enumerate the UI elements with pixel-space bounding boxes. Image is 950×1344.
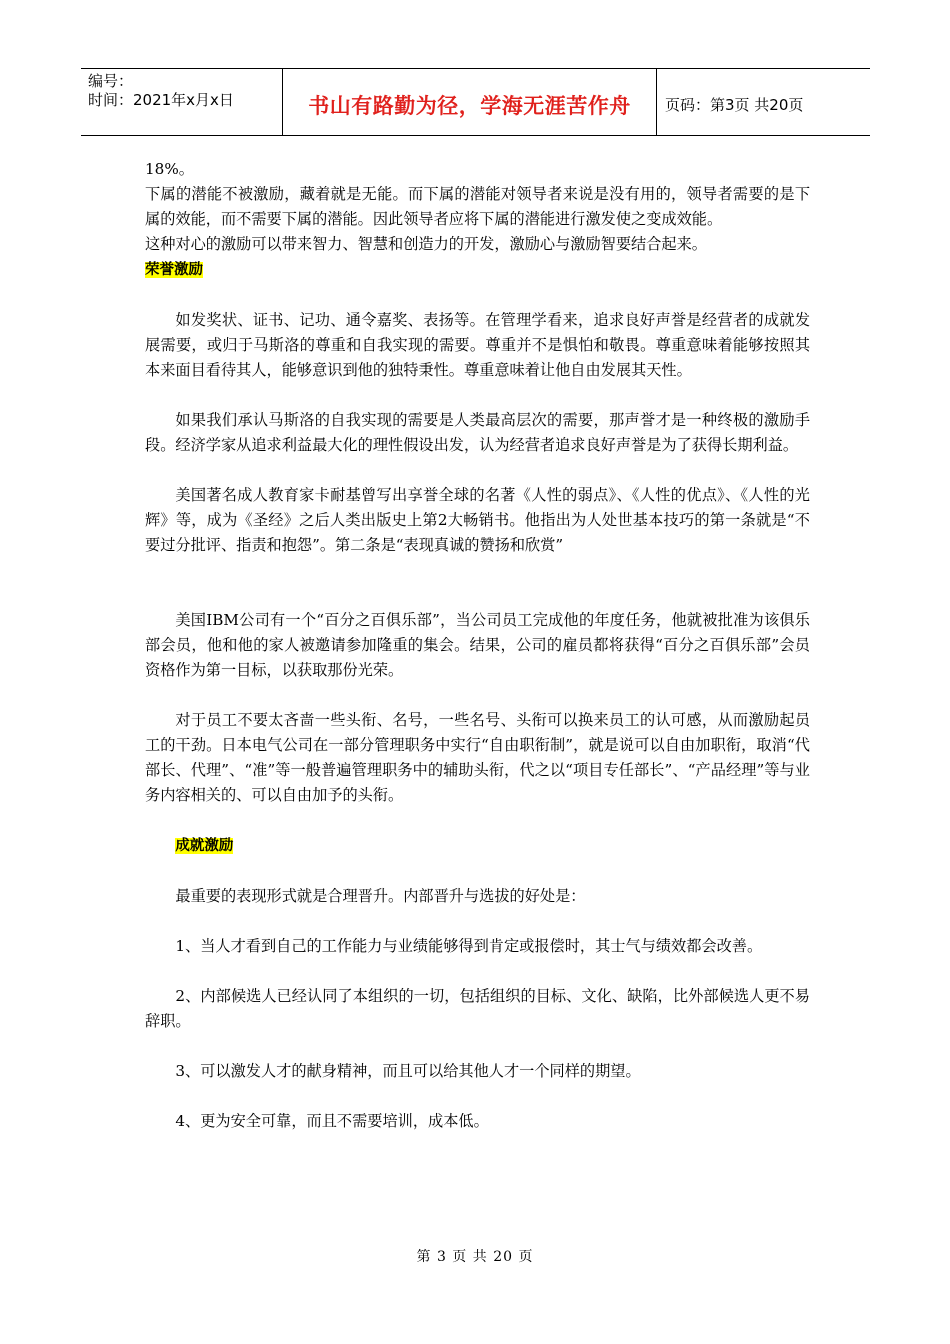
number-label: 编号： [88, 72, 134, 90]
list-item: 4、更为安全可靠，而且不需要培训，成本低。 [175, 1112, 489, 1130]
header-page-info: 页码：第3页 共20页 [665, 95, 804, 114]
page-footer: 第 3 页 共 20 页 [416, 1249, 534, 1265]
paragraph: 如发奖状、证书、记功、通令嘉奖、表扬等。在管理学看来，追求良好声誉是经营者的成就发展需要，或归于马斯洛的尊重和自我实现的需要。尊重并不是惧怕和敬畏。尊重意味着能够按照其本来面目看待其人，能够意识到他的独特秉性。尊重意味着让他自由发展其天性。 [145, 311, 810, 379]
document-body [145, 157, 810, 1134]
paragraph: 对于员工不要太吝啬一些头衔、名号，一些名号、头衔可以换来员工的认可感，从而激励起员工的干劲。日本电气公司在一部分管理职务中实行“自由职衔制”，就是说可以自由加职衔，取消“代部长、代理”、“准”等一般普遍管理职务中的辅助头衔，代之以“项目专任部长”、“产品经理”等与业务内容相关的、可以自由加予的头衔。 [145, 711, 810, 804]
paragraph: 如果我们承认马斯洛的自我实现的需要是人类最高层次的需要，那声誉才是一种终极的激励手段。经济学家从追求利益最大化的理性假设出发，认为经营者追求良好声誉是为了获得长期利益。 [145, 411, 810, 454]
section-heading-achievement [145, 833, 810, 859]
section-heading-honor [145, 257, 810, 283]
document-header [81, 68, 870, 136]
paragraph: 美国IBM公司有一个“百分之百俱乐部”，当公司员工完成他的年度任务，他就被批准为该俱乐部会员，他和他的家人被邀请参加隆重的集会。结果，公司的雇员都将获得“百分之百俱乐部”会员资格作为第一目标，以获取那份光荣。 [145, 611, 810, 679]
paragraph: 这种对心的激励可以带来智力、智慧和创造力的开发，激励心与激励智要结合起来。 [145, 235, 707, 253]
section-heading-text: 荣誉激励 [145, 262, 203, 278]
section-heading-text: 成就激励 [175, 838, 234, 854]
paragraph: 下属的潜能不被激励，藏着就是无能。而下属的潜能对领导者来说是没有用的，领导者需要的是下属的效能，而不需要下属的潜能。因此领导者应将下属的潜能进行激发使之变成效能。 [145, 185, 810, 228]
header-motto: 书山有路勤为径，学海无涯苦作舟 [283, 69, 657, 135]
list-item: 2、内部候选人已经认同了本组织的一切，包括组织的目标、文化、缺陷，比外部候选人更不易辞职。 [145, 987, 810, 1030]
paragraph: 美国著名成人教育家卡耐基曾写出享誉全球的名著《人性的弱点》、《人性的优点》、《人性的光辉》等，成为《圣经》之后人类出版史上第2大畅销书。他指出为人处世基本技巧的第一条就是“不要过分批评、指责和抱怨”。第二条是“表现真诚的赞扬和欣赏” [145, 486, 810, 554]
list-item: 3、可以激发人才的献身精神，而且可以给其他人才一个同样的期望。 [175, 1062, 641, 1080]
header-meta-cell [81, 69, 283, 135]
paragraph: 18%。 [145, 160, 194, 178]
list-item: 1、当人才看到自己的工作能力与业绩能够得到肯定或报偿时，其士气与绩效都会改善。 [175, 937, 763, 955]
paragraph: 最重要的表现形式就是合理晋升。内部晋升与选拔的好处是： [175, 887, 586, 905]
time-label: 时间：2021年x月x日 [88, 91, 234, 109]
